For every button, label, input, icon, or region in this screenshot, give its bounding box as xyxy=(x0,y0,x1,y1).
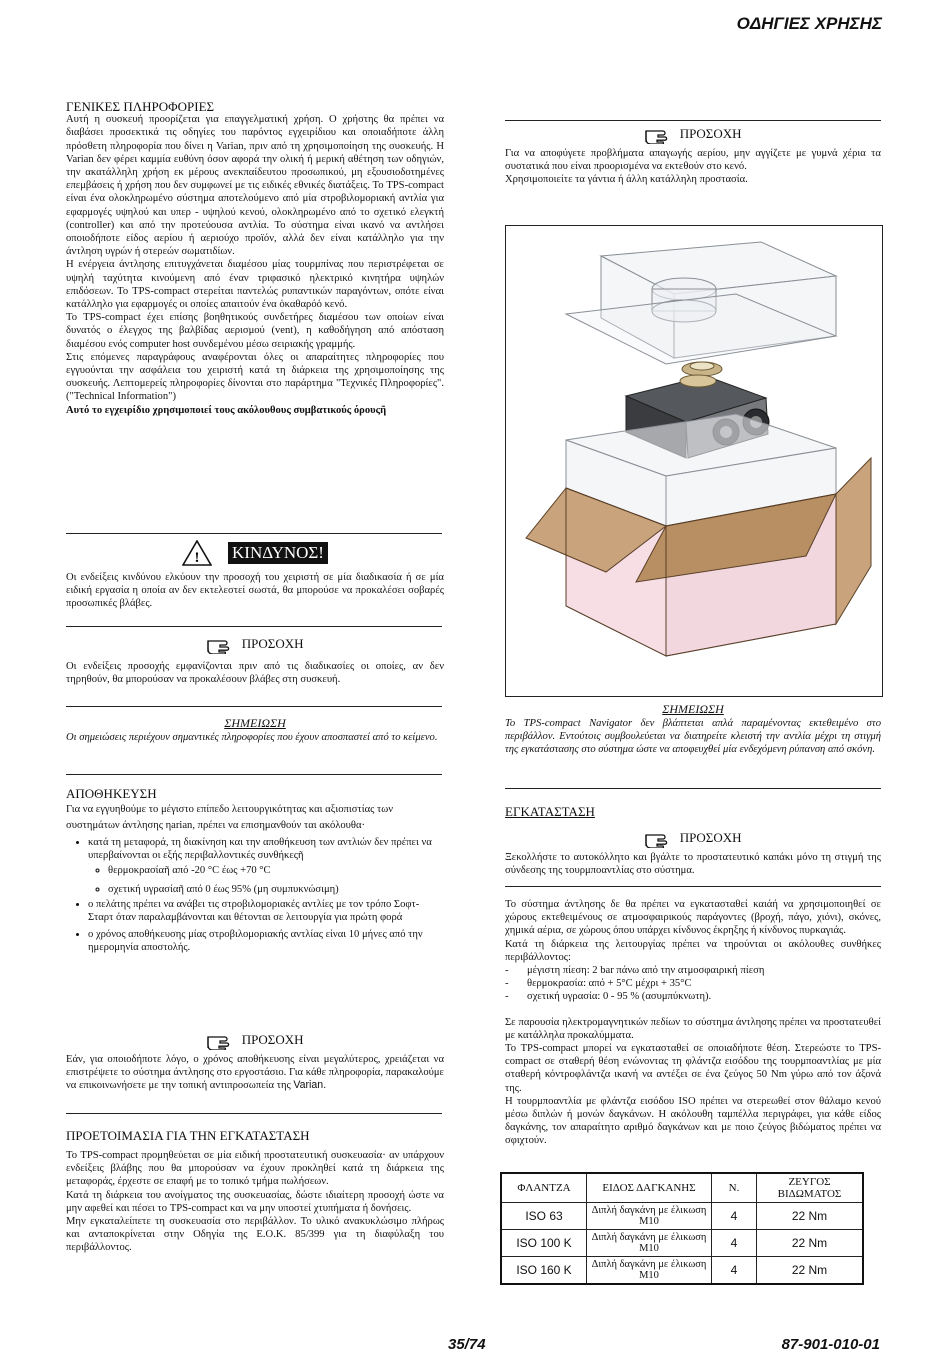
danger-label: ΚΙΝΔΥΝΟΣ! xyxy=(228,542,328,564)
caution-box-3 xyxy=(505,126,881,187)
warning-triangle-icon xyxy=(182,540,212,566)
preparation-paragraph-1: Το TPS-compact προμηθεύεται σε μία ειδική προστατευτική συσκευασία· αν υπάρχουν ενδείξεις βλάβης που θα μπορούσαν να έχουν προκληθεί κατά τη διάρκεια της μεταφοράς, έρχεστε σε επαφή με το τοπικό τμήμα πωλήσεων. xyxy=(66,1150,444,1188)
document-code: 87-901-010-01 xyxy=(781,1336,880,1353)
caution-text-3: Για να αποφύγετε προβλήματα απαγωγής αερίου, μην αγγίζετε με γυμνά χέρια τα συστατικά που είναι προορισμένα να εκτεθούν στο κενό. xyxy=(505,148,881,173)
section-heading-preparation: ΠΡΟΕΤΟΙΜΑΣΙΑ ΓΙΑ ΤΗΝ ΕΓΚΑΤΑΣΤΑΣΗ xyxy=(66,1128,310,1143)
installation-paragraph-1: Το σύστημα άντλησης δε θα πρέπει να εγκατασταθεί καιάή να χρησιμοποιηθεί σε χώρους εκτεθειμένους σε ατμοσφαιρικούς παράγοντες (βροχή, πάγο, χιόνι), σκόνες, χημικά αέρια, σε χώρους όπου υπάρχει κίνδυνος έκρηξης ή κίνδυνος πυρκαγιάς. xyxy=(505,899,881,937)
preparation-paragraph-3: Μην εγκαταλείπετε τη συσκευασία στο περιβάλλον. Το υλικό ανακυκλώσιμο πλήρως και ανταποκρίνεται στην Οδηγία της Ε.Ο.Κ. 85/399 για τη διαφύλαξη του περιβάλλοντος. xyxy=(66,1216,444,1254)
table-header-row xyxy=(501,1173,863,1203)
general-paragraph-1: Αυτή η συσκευή προορίζεται για επαγγελματική χρήση. Ο χρήστης θα πρέπει να διαβάσει προσεκτικά τις οδηγίες του παρόντος εγχειρίδιου και οποιαδήποτε άλλη πρόσθετη πληροφορία που δίνει η Varian, πριν από τη χρησιμοποίηση της συσκευής. Η Varian δεν φέρει καμμία ευθύνη όσον αφορά την ολική ή μερική αθέτηση των οδηγιών, την ακατάλληλη χρήση εκ μέρους ανεκπαίδευτου προσωπικού, μη εξουσιοδοτημένες επεμβάσεις ή χρήση που δεν συμφωνεί με τις ειδικές εθνικές διατάξεις. Το TPS-compact είναι ένα ολοκληρωμένο σύστημα αποτελούμενο από μία στροβιλομοριακή αντλία για εφαρμογές υψηλού και υπερ - υψηλού κενού, ολοκληρωμένο από το σχετικό ελεγκτή (controller) και από την προτεύουσα αντλία. Το σύστημα είναι ικανό να αντλήσει οποιοδήποτε είδος αερίου ή αεριούχο προϊόν, αλλά δεν είναι κατάλληλο για την άντληση υγρών ή στερεών σωματιδίων. xyxy=(66,114,444,258)
divider xyxy=(66,533,442,534)
caution-text-2: Εάν, για οποιοδήποτε λόγο, ο χρόνος αποθήκευσης είναι μεγαλύτερος, χρειάζεται να επιστρέψετε το σύστημα άντλησης στο εργοστάσιο. Για κάθε πληροφορία, παρακαλούμε να επικοινωνήσετε με την τοπική αντιπροσωπεία της xyxy=(66,1054,444,1092)
installation-paragraph-5: Η τουρμποαντλία με φλάντζα εισόδου ISO πρέπει να στερεωθεί στον θάλαμο κενού μέσω διπλών ή μονών δαγκάνων. Η ακόλουθη ταμπέλλα περιγράφει, για κάθε είδος δαγκάνης, τον απαραίτητο αριθμό δαγκάνων και με ποιο ζεύγος βιδώματος πρέπει να σφιχτούν. xyxy=(505,1095,881,1147)
page-number: 35/74 xyxy=(448,1336,486,1353)
packaging-illustration xyxy=(505,225,883,697)
divider xyxy=(66,774,442,775)
note-text-2: Το TPS-compact Navigator δεν βλάπτεται απλά παραμένοντας εκτεθειμένο στο περιβάλλον. Εντούτοις συμβουλεύεται να διατηρείτε κλειστή την αντλία μέχρι τη στιγμή της εγκατάστασης στο σύστημα ώστε να αποφευχθεί μία ενδεχόμενη ρύπανση από σκόνη. xyxy=(505,718,881,756)
flange-ring xyxy=(682,362,722,376)
caution-label-4: ΠΡΟΣΟΧΗ xyxy=(679,830,742,845)
list-item: ◦ θερμοκρασίαῆ από -20 °C έως +70 °C xyxy=(108,864,444,877)
section-heading-general: ΓΕΝΙΚΕΣ ΠΛΗΡΟΦΟΡΙΕΣ xyxy=(66,99,215,114)
caution-label-1: ΠΡΟΣΟΧΗ xyxy=(241,636,304,651)
pointing-hand-icon xyxy=(645,126,675,144)
storage-section xyxy=(66,786,444,956)
list-item: - σχετική υγρασία: 0 - 95 % (ασυμπύκνωτη). xyxy=(505,990,881,1003)
section-heading-storage: ΑΠΟΘΗΚΕΥΣΗ xyxy=(66,786,157,801)
divider xyxy=(66,1113,442,1114)
note-box-1 xyxy=(66,716,444,744)
pointing-hand-icon xyxy=(645,830,675,848)
general-paragraph-4: Στις επόμενες παραγράφους αναφέρονται όλες οι απαραίτητες πληροφορίες που εγγυούνται την ασφάλεια του χειριστή κατά τη διάρκεια της χρησιμοποίησης της συσκευής. Λεπτομερείς πληροφορίες δίνονται στο παράρτημα "Τεχνικές Πληροφορίες". ("Technical Information") xyxy=(66,351,444,403)
conditions-list xyxy=(505,964,881,1004)
table-row: ISO 100 K Διπλή δαγκάνη με έλικωση M10 4 22 Nm xyxy=(501,1230,863,1257)
general-paragraph-2: Η ενέργεια άντλησης επιτυγχάνεται διαμέσου μίας τουρμπίνας που περιστρέφεται σε υψηλή ταχύτητα κινούμενη από έναν τριφασικό ηλεκτρικό κινητήρα υψηλών επιδόσεων. Το TPS-compact στερείται παντελώς ρυπαντικών παραγόντων, οπότε είναι κατάλληλο για εφαρμογές οι οποίες απαιτούν ένα ὁκαθαρόὁ κενό. xyxy=(66,259,444,311)
general-section xyxy=(66,100,444,417)
installation-paragraph-4: Το TPS-compact μπορεί να εγκατασταθεί σε οποιαδήποτε θέση. Στερεώστε το TPS-compact σε σταθερή θέση ενώνοντας τη φλάντζα εισόδου της τουρμποαντλίας με μία σταθερή κόντροφλάντζα ικανή να αντέξει σε ένα ζεύγος 50 Nm γύρω από τον άξονά της. xyxy=(505,1043,881,1094)
caution-text-1: Οι ενδείξεις προσοχής εμφανίζονται πριν από τις διαδικασίες οι οποίες, αν δεν τηρηθούν, θα μπορούσαν να προκαλέσουν βλάβες στη συσκευή. xyxy=(66,661,444,686)
note-box-2 xyxy=(505,702,881,757)
table-header-flange: ΦΛΑΝΤΖΑ xyxy=(501,1173,587,1203)
storage-intro: Για να εγγυηθούμε το μέγιστο επίπεδο λειτουργικότητας και αξιοπιστίας των συστημάτων άντλησης ηarian, πρέπει να επισημανθούν ται ακόλουθα· xyxy=(66,804,393,831)
list-item: • κατά τη μεταφορά, τη διακίνηση και την αποθήκευση των αντλιών δεν πρέπει να υπερβαίνονται οι εξής περιβαλλοντικές συνθήκεςῆ ◦ θερμοκρασίαῆ από -20 °C έως +70 °C ◦ σχετική υγρασίαῆ από 0 έως 95% (μη συμπυκνώσιμη) xyxy=(88,836,444,896)
table-header-clamp-type: ΕΙΔΟΣ ΔΑΓΚΑΝΗΣ xyxy=(587,1173,712,1203)
list-item: - θερμοκρασία: από + 5°C μέχρι + 35°C xyxy=(505,977,881,990)
preparation-section xyxy=(66,1128,444,1255)
packaging-diagram xyxy=(506,226,882,696)
page-header-title: ΟΔΗΓΙΕΣ ΧΡΗΣΗΣ xyxy=(736,14,882,33)
list-item: • ο πελάτης πρέπει να ανάβει τις στροβιλομοριακές αντλίες με τον τρόπο Σοφτ- Σταρτ όταν παραλαμβάνονται και θέτονται σε λειτουργία για πρώτη φορά xyxy=(88,898,444,924)
pointing-hand-icon xyxy=(207,636,237,654)
varian-name: Varian. xyxy=(293,1079,327,1092)
list-item: ◦ σχετική υγρασίαῆ από 0 έως 95% (μη συμπυκνώσιμη) xyxy=(108,883,444,896)
danger-box xyxy=(66,540,444,611)
preparation-paragraph-2: Κατά τη διάρκεια του ανοίγματος της συσκευασίας, δώστε ιδιαίτερη προσοχή ώστε να μην αφεθεί και πέσει το TPS-compact και να μην υποστεί χτυπήματα ή δονήσεις. xyxy=(66,1189,444,1214)
table-header-torque: ΖΕΥΓΟΣ ΒΙΔΩΜΑΤΟΣ xyxy=(757,1173,864,1203)
installation-paragraph-3: Σε παρουσία ηλεκτρομαγνητικών πεδίων το σύστημα άντλησης πρέπει να προστατευθεί με κατάλληλα προκαλύμματα. xyxy=(505,1016,881,1041)
danger-text: Οι ενδείξεις κινδύνου ελκύουν την προσοχή του χειριστή σε μία διαδικασία ή σε μία ειδική εργασία η οποία αν δεν εκτελεστεί σωστά, θα μπορούσε να προκαλέσει σοβαρές προσωπικές βλάβες. xyxy=(66,572,444,610)
divider xyxy=(505,788,881,789)
installation-caution-text: Ξεκολλήστε το αυτοκόλλητο και βγάλτε το προστατευτικό καπάκι μόνο τη στιγμή της σύνδεσης της τουρμποαντλίας στο σύστημα. xyxy=(505,852,881,877)
table-row: ISO 63 Διπλή δαγκάνη με έλικωση M10 4 22 Nm xyxy=(501,1203,863,1230)
caution-box-2 xyxy=(66,1032,444,1093)
protective-lid xyxy=(566,242,836,364)
general-paragraph-5: Αυτό το εγχειρίδιο χρησιμοποιεί τους ακόλουθους συμβατικούς όρουςῆ xyxy=(66,404,387,416)
installation-body xyxy=(505,898,881,1148)
installation-paragraph-2: Κατά τη διάρκεια της λειτουργίας πρέπει να τηρούνται οι ακόλουθες συνθήκες περιβάλλοντος: xyxy=(505,938,881,963)
caution-text-3b: Χρησιμοποιείτε τα γάντια ή άλλη κατάλληλη προστασία. xyxy=(505,174,748,186)
note-text-1: Οι σημειώσεις περιέχουν σημαντικές πληροφορίες που έχουν αποσπαστεί από το κείμενο. xyxy=(66,732,438,743)
caution-label-3: ΠΡΟΣΟΧΗ xyxy=(679,126,742,141)
table-header-number: Ν. xyxy=(712,1173,757,1203)
general-paragraph-3: Το TPS-compact έχει επίσης βοηθητικούς συνδετήρες διαμέσου των οποίων είναι δυνατός ο έλεγχος της βαλβίδας αερισμού (vent), η καθοδήγηση από απόσταση διαμέσου ενός computer host συνδεμένου μέσω σειριακής γραμμής. xyxy=(66,312,444,350)
caution-box-1 xyxy=(66,636,444,686)
divider xyxy=(505,120,881,121)
installation-section xyxy=(505,804,881,877)
divider xyxy=(66,626,442,627)
note-label-1: ΣΗΜΕΙΩΣΗ xyxy=(224,716,286,730)
list-item: - μέγιστη πίεση: 2 bar πάνω από την ατμοσφαιρική πίεση xyxy=(505,964,881,977)
list-item: • ο χρόνος αποθήκευσης μίας στροβιλομοριακής αντλίας είναι 10 μήνες από την ημερομηνία αποστολής. xyxy=(88,928,444,954)
divider xyxy=(66,706,442,707)
note-label-2: ΣΗΜΕΙΩΣΗ xyxy=(662,702,724,716)
section-heading-installation: ΕΓΚΑΤΑΣΤΑΣΗ xyxy=(505,804,595,819)
flange-table-container xyxy=(500,1172,864,1285)
table-row: ISO 160 K Διπλή δαγκάνη με έλικωση M10 4 22 Nm xyxy=(501,1257,863,1285)
flange-table xyxy=(500,1172,864,1285)
svg-text:!: ! xyxy=(194,550,200,566)
divider xyxy=(505,886,881,887)
pointing-hand-icon xyxy=(207,1032,237,1050)
caution-label-2: ΠΡΟΣΟΧΗ xyxy=(241,1032,304,1047)
storage-list xyxy=(66,836,444,955)
